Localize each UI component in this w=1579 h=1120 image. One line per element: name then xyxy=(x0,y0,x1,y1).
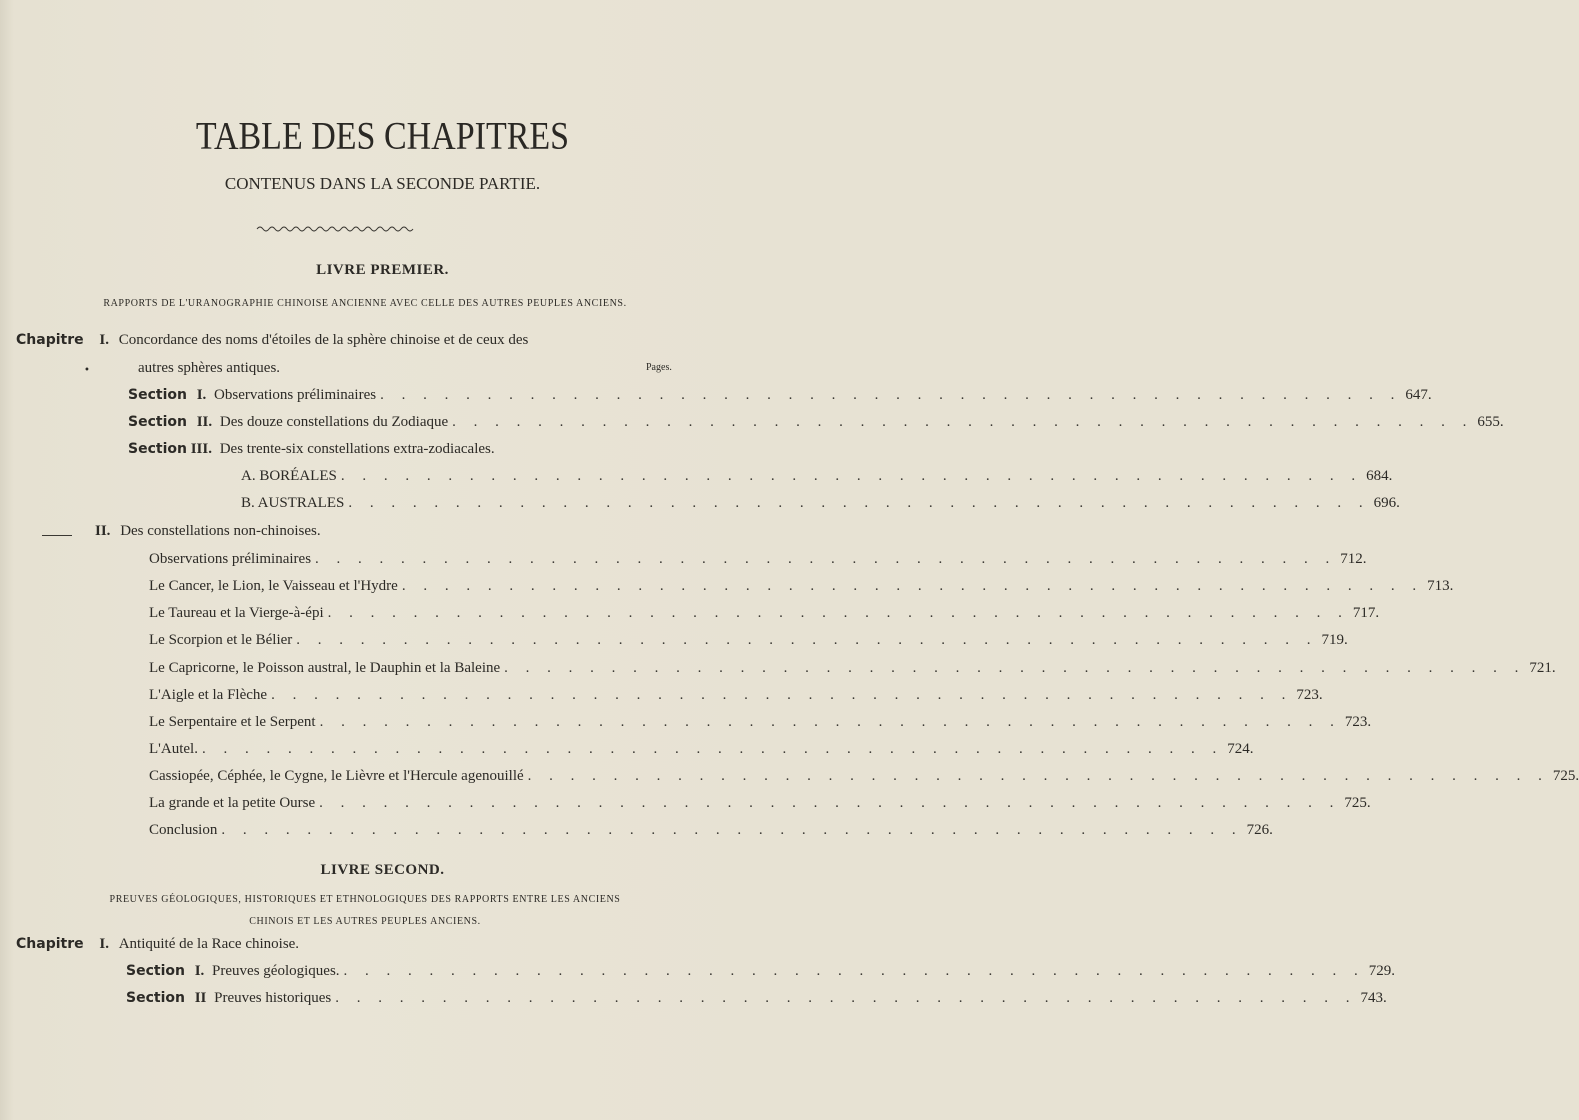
toc-entry xyxy=(149,605,1380,622)
toc-entry xyxy=(149,714,1372,731)
page-number: 725. xyxy=(1344,795,1371,811)
leader-dots: . . . . . . . . . . . . . . . . . . . . . . . . . . . . . . . . . . . . . . . . . . . . . . . . xyxy=(452,414,1474,430)
ditto-dash xyxy=(42,535,72,536)
leader-dots: . . . . . . . . . . . . . . . . . . . . . . . . . . . . . . . . . . . . . . . . . . . . . . . . xyxy=(327,605,1349,621)
entry-text: A. BORÉALES xyxy=(241,468,337,484)
chapter-1-title-continued: autres sphères antiques. xyxy=(138,360,281,376)
section-3-line xyxy=(128,441,495,458)
entry-text xyxy=(128,387,376,404)
entry-text: Cassiopée, Céphée, le Cygne, le Lièvre et l'Hercule agenouillé xyxy=(149,768,524,784)
toc-entry xyxy=(149,660,1556,677)
section-number: III. xyxy=(190,441,212,457)
entry-text: Le Cancer, le Lion, le Vaisseau et l'Hydre xyxy=(149,578,398,594)
chapter-number: I. xyxy=(99,936,109,952)
leader-dots: . . . . . . . . . . . . . . . . . . . . . . . . . . . . . . . . . . . . . . . . . . . . . . . . xyxy=(319,795,1341,811)
entry-text: Observations préliminaires xyxy=(149,551,312,567)
leader-dots: . . . . . . . . . . . . . . . . . . . . . . . . . . . . . . . . . . . . . . . . . . . . . . . . xyxy=(401,578,1424,594)
entry-text xyxy=(126,963,340,980)
entry-text: Conclusion xyxy=(149,822,218,838)
toc-entry xyxy=(128,387,1432,404)
section-number: II. xyxy=(196,414,213,430)
section-label: Section xyxy=(126,990,185,1006)
entry-text: Le Serpentaire et le Serpent xyxy=(149,714,316,730)
entry-text xyxy=(126,990,331,1007)
pages-column-label: Pages. xyxy=(646,362,672,373)
toc-entry xyxy=(149,687,1323,704)
toc-entry xyxy=(241,468,1393,485)
page-number: 684. xyxy=(1366,468,1393,484)
entry-text: Le Taureau et la Vierge-à-épi xyxy=(149,605,324,621)
page-number: 655. xyxy=(1477,414,1504,430)
page-number: 743. xyxy=(1360,990,1387,1006)
section-label: Section xyxy=(126,963,185,979)
entry-text: L'Autel. xyxy=(149,741,198,757)
entry-text: L'Aigle et la Flèche xyxy=(149,687,268,703)
margin-mark: • xyxy=(84,365,90,376)
page-number: 696. xyxy=(1373,495,1400,511)
page-number: 719. xyxy=(1321,632,1348,648)
leader-dots: . . . . . . . . . . . . . . . . . . . . . . . . . . . . . . . . . . . . . . . . . . . . . . . . xyxy=(221,822,1243,838)
section-label: Section xyxy=(128,387,187,403)
chapter-label: Chapitre xyxy=(16,332,84,348)
entry-text: Le Capricorne, le Poisson austral, le Dauphin et la Baleine xyxy=(149,660,501,676)
page-number: 712. xyxy=(1340,551,1367,567)
livre-second-description-line2: CHINOIS ET LES AUTRES PEUPLES ANCIENS. xyxy=(249,916,481,927)
page-number: 726. xyxy=(1246,822,1273,838)
livre-premier-heading: LIVRE PREMIER. xyxy=(316,262,449,278)
section-number: I. xyxy=(196,387,207,403)
page-subtitle: CONTENUS DANS LA SECONDE PARTIE. xyxy=(224,174,541,193)
section-number: I. xyxy=(194,963,205,979)
section-title: Des douze constellations du Zodiaque xyxy=(219,414,449,430)
page-title: TABLE DES CHAPITRES xyxy=(195,115,570,158)
chapter-number: II. xyxy=(95,523,111,539)
leader-dots: . . . . . . . . . . . . . . . . . . . . . . . . . . . . . . . . . . . . . . . . . . . . . . . . xyxy=(315,551,1337,567)
leader-dots: . . . . . . . . . . . . . . . . . . . . . . . . . . . . . . . . . . . . . . . . . . . . . . . . xyxy=(319,714,1341,730)
section-title: Observations préliminaires xyxy=(214,387,377,403)
chapter-2-line xyxy=(95,523,321,540)
chapter-1-line xyxy=(16,332,528,349)
section-label: Section xyxy=(128,414,187,430)
toc-entry xyxy=(149,768,1579,785)
page-number: 725. xyxy=(1552,768,1579,784)
entry-text xyxy=(128,414,448,431)
page-number: 647. xyxy=(1405,387,1432,403)
entry-text: Le Scorpion et le Bélier xyxy=(149,632,293,648)
leader-dots: . . . . . . . . . . . . . . . . . . . . . . . . . . . . . . . . . . . . . . . . . . . . . . . . xyxy=(335,990,1357,1006)
section-number: II xyxy=(194,990,207,1006)
leader-dots: . . . . . . . . . . . . . . . . . . . . . . . . . . . . . . . . . . . . . . . . . . . . . . . . xyxy=(271,687,1293,703)
leader-dots: . . . . . . . . . . . . . . . . . . . . . . . . . . . . . . . . . . . . . . . . . . . . . . . . xyxy=(201,741,1224,757)
toc-entry xyxy=(149,632,1348,649)
leader-dots: . . . . . . . . . . . . . . . . . . . . . . . . . . . . . . . . . . . . . . . . . . . . . . . . xyxy=(527,768,1549,784)
toc-entry xyxy=(126,990,1387,1007)
livre-second-description-line1: PREUVES GÉOLOGIQUES, HISTORIQUES ET ETHNOLOGIQUES DES RAPPORTS ENTRE LES ANCIENS xyxy=(109,894,621,905)
livre-premier-description: RAPPORTS DE L'URANOGRAPHIE CHINOISE ANCIENNE AVEC CELLE DES AUTRES PEUPLES ANCIENS. xyxy=(103,298,627,309)
chapter-title: Antiquité de la Race chinoise. xyxy=(118,936,300,952)
chapter-number: I. xyxy=(99,332,109,348)
toc-entry xyxy=(149,795,1371,812)
leader-dots: . . . . . . . . . . . . . . . . . . . . . . . . . . . . . . . . . . . . . . . . . . . . . . . . xyxy=(504,660,1526,676)
page-number: 717. xyxy=(1352,605,1380,621)
page-number: 721. xyxy=(1529,660,1556,676)
section-title: Preuves historiques xyxy=(214,990,332,1006)
toc-entry xyxy=(149,551,1367,568)
page-number: 729. xyxy=(1368,963,1396,979)
toc-entry xyxy=(149,578,1454,595)
toc-entry xyxy=(126,963,1396,980)
chapter-label: Chapitre xyxy=(16,936,84,952)
leader-dots: . . . . . . . . . . . . . . . . . . . . . . . . . . . . . . . . . . . . . . . . . . . . . . . . xyxy=(348,495,1370,511)
page-number: 713. xyxy=(1427,578,1454,594)
livre-second-heading: LIVRE SECOND. xyxy=(320,862,445,878)
toc-entry xyxy=(241,495,1400,512)
page-number: 723. xyxy=(1296,687,1323,703)
chapter-title: Concordance des noms d'étoiles de la sphère chinoise et de ceux des xyxy=(118,332,529,348)
decorative-ornament xyxy=(255,222,415,234)
section-title: Preuves géologiques. xyxy=(212,963,340,979)
toc-entry xyxy=(149,741,1254,758)
chapter-title: Des constellations non-chinoises. xyxy=(120,523,321,539)
section-title: Des trente-six constellations extra-zodiacales. xyxy=(219,441,495,457)
leader-dots: . . . . . . . . . . . . . . . . . . . . . . . . . . . . . . . . . . . . . . . . . . . . . . . . xyxy=(380,387,1402,403)
chapter-1-line xyxy=(16,936,299,953)
entry-text: B. AUSTRALES xyxy=(241,495,345,511)
toc-entry xyxy=(128,414,1504,431)
page-number: 724. xyxy=(1227,741,1254,757)
page-number: 723. xyxy=(1344,714,1372,730)
leader-dots: . . . . . . . . . . . . . . . . . . . . . . . . . . . . . . . . . . . . . . . . . . . . . . . . xyxy=(340,468,1363,484)
section-label: Section xyxy=(128,441,187,457)
leader-dots: . . . . . . . . . . . . . . . . . . . . . . . . . . . . . . . . . . . . . . . . . . . . . . . . xyxy=(296,632,1318,648)
leader-dots: . . . . . . . . . . . . . . . . . . . . . . . . . . . . . . . . . . . . . . . . . . . . . . . . xyxy=(343,963,1365,979)
entry-text: La grande et la petite Ourse xyxy=(149,795,316,811)
toc-entry xyxy=(149,822,1273,839)
